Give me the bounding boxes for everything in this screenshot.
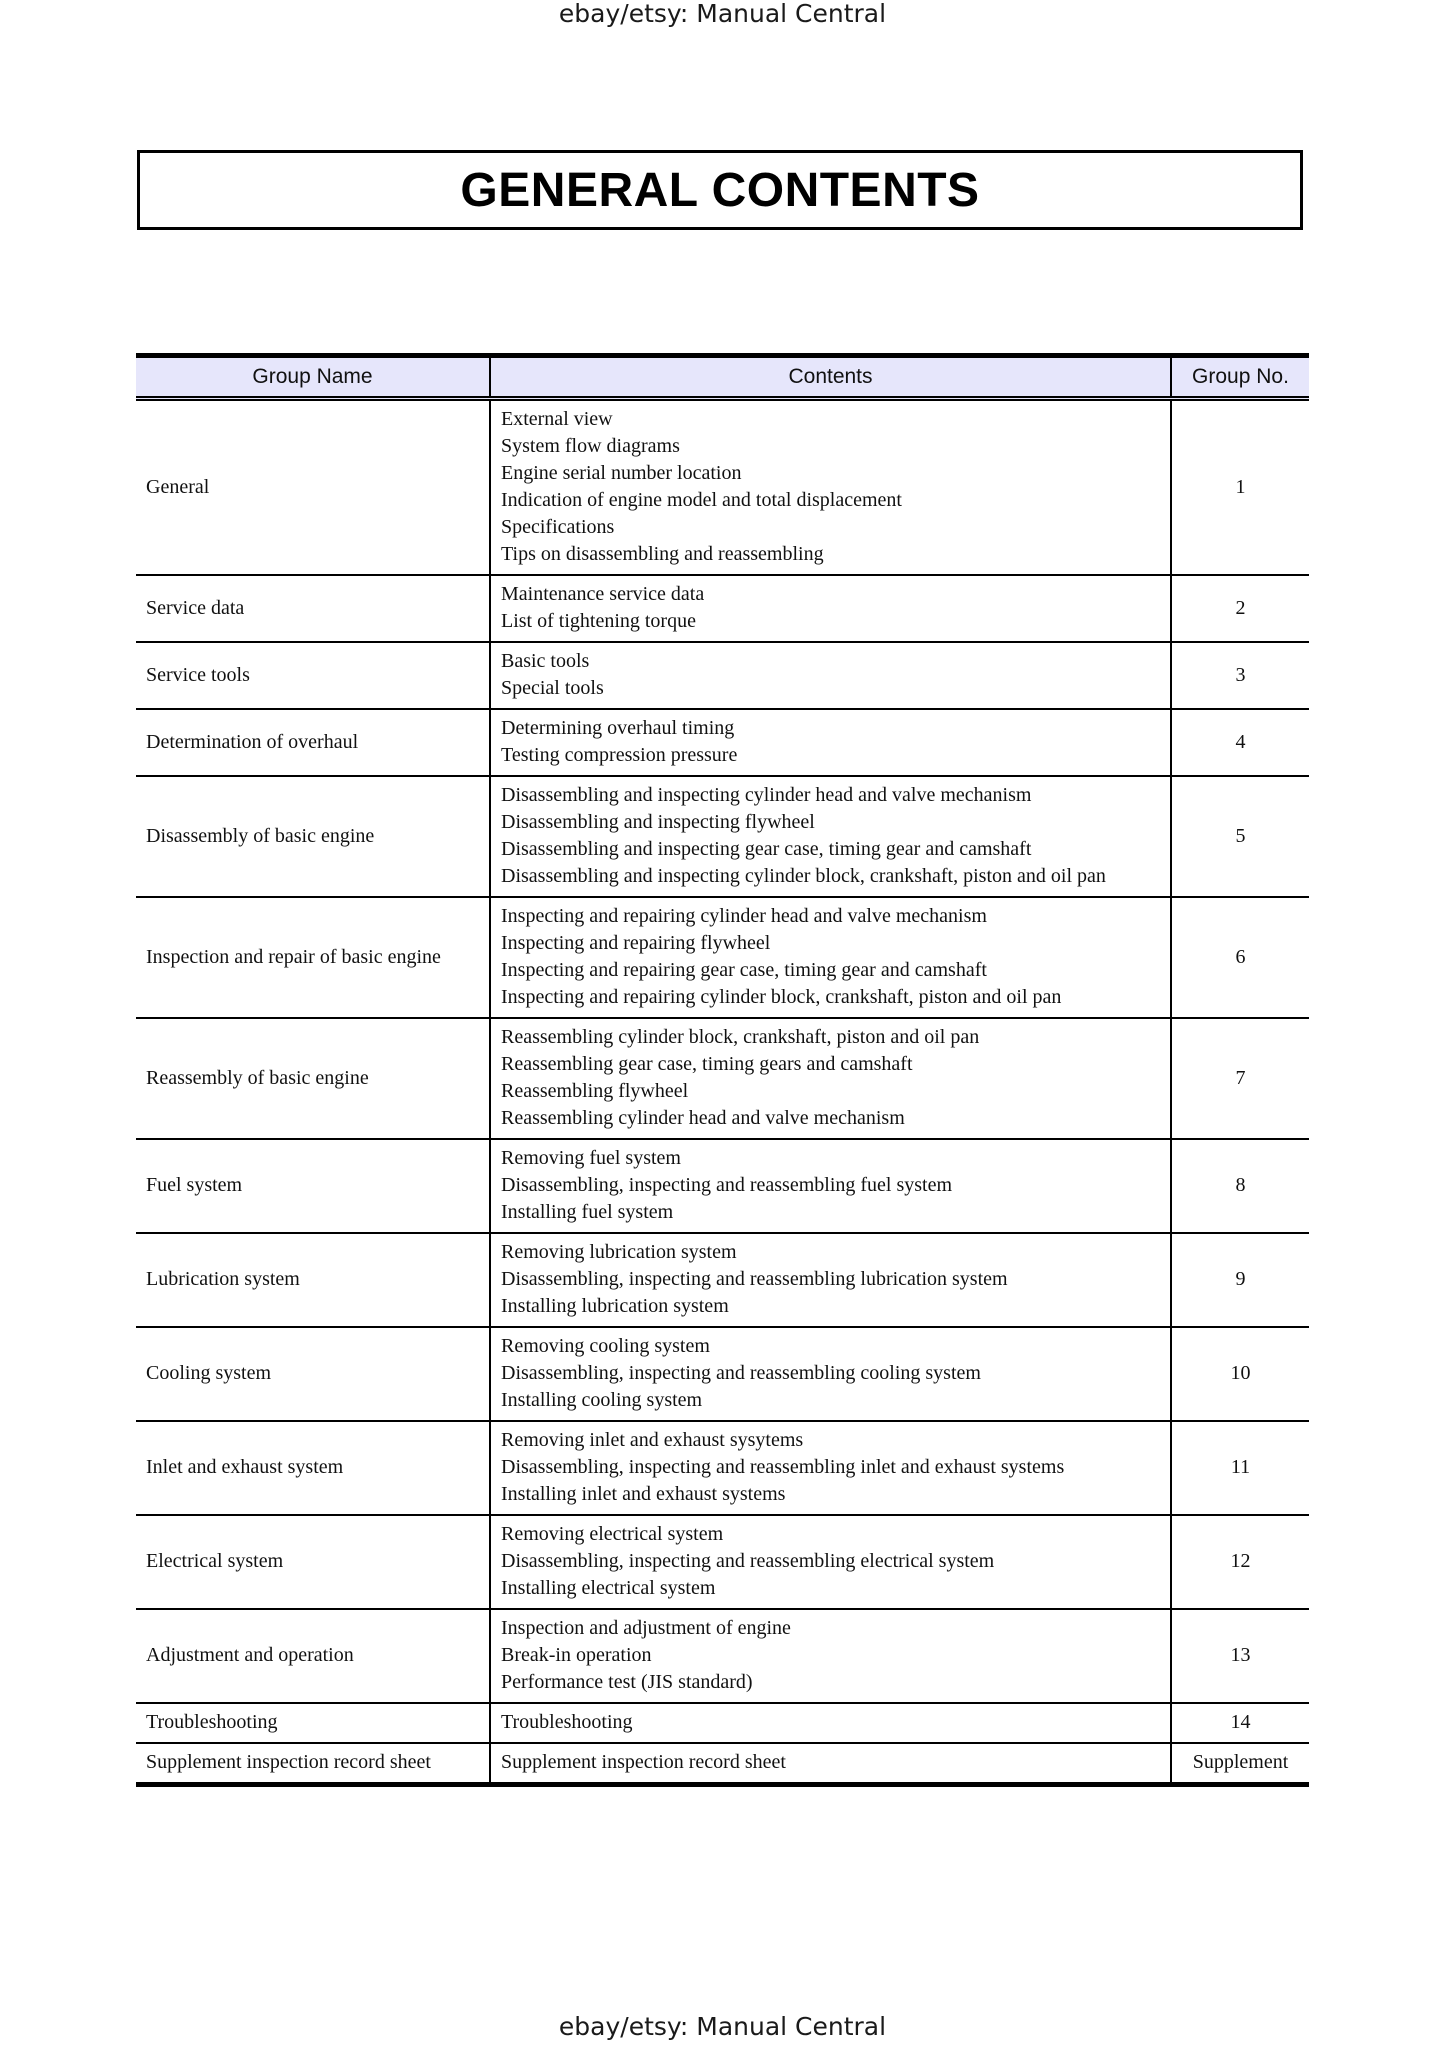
group-name-cell: Inspection and repair of basic engine [136, 897, 490, 1018]
contents-line: Disassembling and inspecting cylinder head and valve mechanism [501, 784, 1032, 806]
contents-line: Reassembling cylinder head and valve mechanism [501, 1107, 905, 1129]
contents-line: Determining overhaul timing [501, 717, 735, 739]
contents-line: Inspecting and repairing cylinder head and valve mechanism [501, 905, 987, 927]
page-title: GENERAL CONTENTS [460, 163, 980, 217]
contents-line: Supplement inspection record sheet [501, 1751, 786, 1773]
table-body [136, 399, 1309, 1785]
contents-line: Inspection and adjustment of engine [501, 1617, 791, 1639]
contents-line: Installing cooling system [501, 1389, 703, 1411]
contents-line: Reassembling cylinder block, crankshaft, piston and oil pan [501, 1026, 980, 1048]
contents-cell [490, 1515, 1171, 1609]
contents-line: Disassembling and inspecting gear case, timing gear and camshaft [501, 838, 1032, 860]
group-name-cell: Reassembly of basic engine [136, 1018, 490, 1139]
group-no-cell: 13 [1171, 1609, 1309, 1703]
contents-line: Inspecting and repairing cylinder block, crankshaft, piston and oil pan [501, 986, 1062, 1008]
group-name-cell: Electrical system [136, 1515, 490, 1609]
group-no-cell: 11 [1171, 1421, 1309, 1515]
contents-cell [490, 575, 1171, 642]
table-row [136, 1327, 1309, 1421]
table-row [136, 575, 1309, 642]
group-no-cell: 9 [1171, 1233, 1309, 1327]
table-row [136, 1609, 1309, 1703]
group-no-cell: Supplement [1171, 1743, 1309, 1785]
group-name-cell: Service tools [136, 642, 490, 709]
group-no-cell: 14 [1171, 1703, 1309, 1743]
table-row [136, 1743, 1309, 1785]
group-name-cell: Supplement inspection record sheet [146, 1751, 431, 1773]
contents-line: Basic tools [501, 650, 590, 672]
contents-line: Reassembling flywheel [501, 1080, 689, 1102]
contents-line: Reassembling gear case, timing gears and camshaft [501, 1053, 913, 1075]
title-box [137, 150, 1303, 230]
contents-line: Indication of engine model and total displacement [501, 489, 902, 511]
contents-line: Inspecting and repairing flywheel [501, 932, 771, 954]
group-no-cell: 6 [1171, 897, 1309, 1018]
contents-line: Removing fuel system [501, 1147, 681, 1169]
group-name-cell: Determination of overhaul [136, 709, 490, 776]
contents-line: Removing lubrication system [501, 1241, 737, 1263]
contents-line: System flow diagrams [501, 435, 680, 457]
contents-line: Disassembling and inspecting cylinder block, crankshaft, piston and oil pan [501, 865, 1106, 887]
table-row [136, 709, 1309, 776]
contents-line: Maintenance service data [501, 583, 705, 605]
group-name-cell: Lubrication system [136, 1233, 490, 1327]
contents-cell [490, 1233, 1171, 1327]
contents-cell [490, 709, 1171, 776]
contents-cell [490, 1743, 1171, 1785]
group-name-cell: Troubleshooting [136, 1703, 490, 1743]
table-row [136, 1139, 1309, 1233]
table-row [136, 399, 1309, 576]
group-no-cell: 5 [1171, 776, 1309, 897]
group-no-cell: 7 [1171, 1018, 1309, 1139]
contents-line: Engine serial number location [501, 462, 742, 484]
contents-line: Installing electrical system [501, 1577, 716, 1599]
group-name-cell: Service data [136, 575, 490, 642]
table-row [136, 1018, 1309, 1139]
contents-cell [490, 642, 1171, 709]
table-row [136, 1233, 1309, 1327]
contents-line: Installing inlet and exhaust systems [501, 1483, 786, 1505]
contents-line: Specifications [501, 516, 615, 538]
contents-line: Troubleshooting [501, 1711, 633, 1733]
group-name-cell: General [136, 399, 490, 576]
group-name-cell: Disassembly of basic engine [136, 776, 490, 897]
group-no-cell: 8 [1171, 1139, 1309, 1233]
table-row [136, 897, 1309, 1018]
contents-line: Disassembling, inspecting and reassembling inlet and exhaust systems [501, 1456, 1065, 1478]
group-name-cell: Fuel system [136, 1139, 490, 1233]
contents-line: External view [501, 408, 613, 430]
contents-line: Disassembling, inspecting and reassembling fuel system [501, 1174, 953, 1196]
header-contents: Contents [490, 356, 1171, 399]
contents-line: Removing electrical system [501, 1523, 724, 1545]
contents-line: Disassembling, inspecting and reassembling lubrication system [501, 1268, 1008, 1290]
contents-cell [490, 897, 1171, 1018]
group-no-cell: 10 [1171, 1327, 1309, 1421]
contents-line: Special tools [501, 677, 604, 699]
header-group-name: Group Name [136, 356, 490, 399]
table-row [136, 1515, 1309, 1609]
contents-line: Performance test (JIS standard) [501, 1671, 753, 1693]
group-no-cell: 2 [1171, 575, 1309, 642]
group-no-cell: 12 [1171, 1515, 1309, 1609]
contents-line: Installing lubrication system [501, 1295, 729, 1317]
contents-line: Tips on disassembling and reassembling [501, 543, 824, 565]
contents-line: Disassembling, inspecting and reassembling electrical system [501, 1550, 995, 1572]
contents-line: Inspecting and repairing gear case, timing gear and camshaft [501, 959, 987, 981]
contents-cell [490, 1139, 1171, 1233]
contents-table [136, 353, 1309, 1787]
contents-line: List of tightening torque [501, 610, 696, 632]
contents-cell [490, 1609, 1171, 1703]
contents-line: Disassembling, inspecting and reassembling cooling system [501, 1362, 981, 1384]
contents-line: Removing inlet and exhaust sysytems [501, 1429, 804, 1451]
table-row [136, 1703, 1309, 1743]
table-row [136, 642, 1309, 709]
contents-cell [490, 1327, 1171, 1421]
contents-cell [490, 1421, 1171, 1515]
contents-line: Disassembling and inspecting flywheel [501, 811, 815, 833]
group-no-cell: 4 [1171, 709, 1309, 776]
header-group-no: Group No. [1171, 356, 1309, 399]
watermark-bottom: ebay/etsy: Manual Central [558, 2012, 887, 2041]
group-no-cell: 3 [1171, 642, 1309, 709]
group-name-cell: Cooling system [136, 1327, 490, 1421]
contents-line: Removing cooling system [501, 1335, 710, 1357]
table-row [136, 1421, 1309, 1515]
contents-cell [490, 1703, 1171, 1743]
group-name-cell: Adjustment and operation [136, 1609, 490, 1703]
contents-line: Installing fuel system [501, 1201, 674, 1223]
contents-cell [490, 1018, 1171, 1139]
table-row [136, 776, 1309, 897]
contents-cell [490, 399, 1171, 576]
header-row [136, 356, 1309, 399]
contents-line: Break-in operation [501, 1644, 652, 1666]
contents-line: Testing compression pressure [501, 744, 738, 766]
group-no-cell: 1 [1171, 399, 1309, 576]
group-name-cell: Inlet and exhaust system [136, 1421, 490, 1515]
contents-cell [490, 776, 1171, 897]
watermark-top: ebay/etsy: Manual Central [558, 0, 887, 28]
